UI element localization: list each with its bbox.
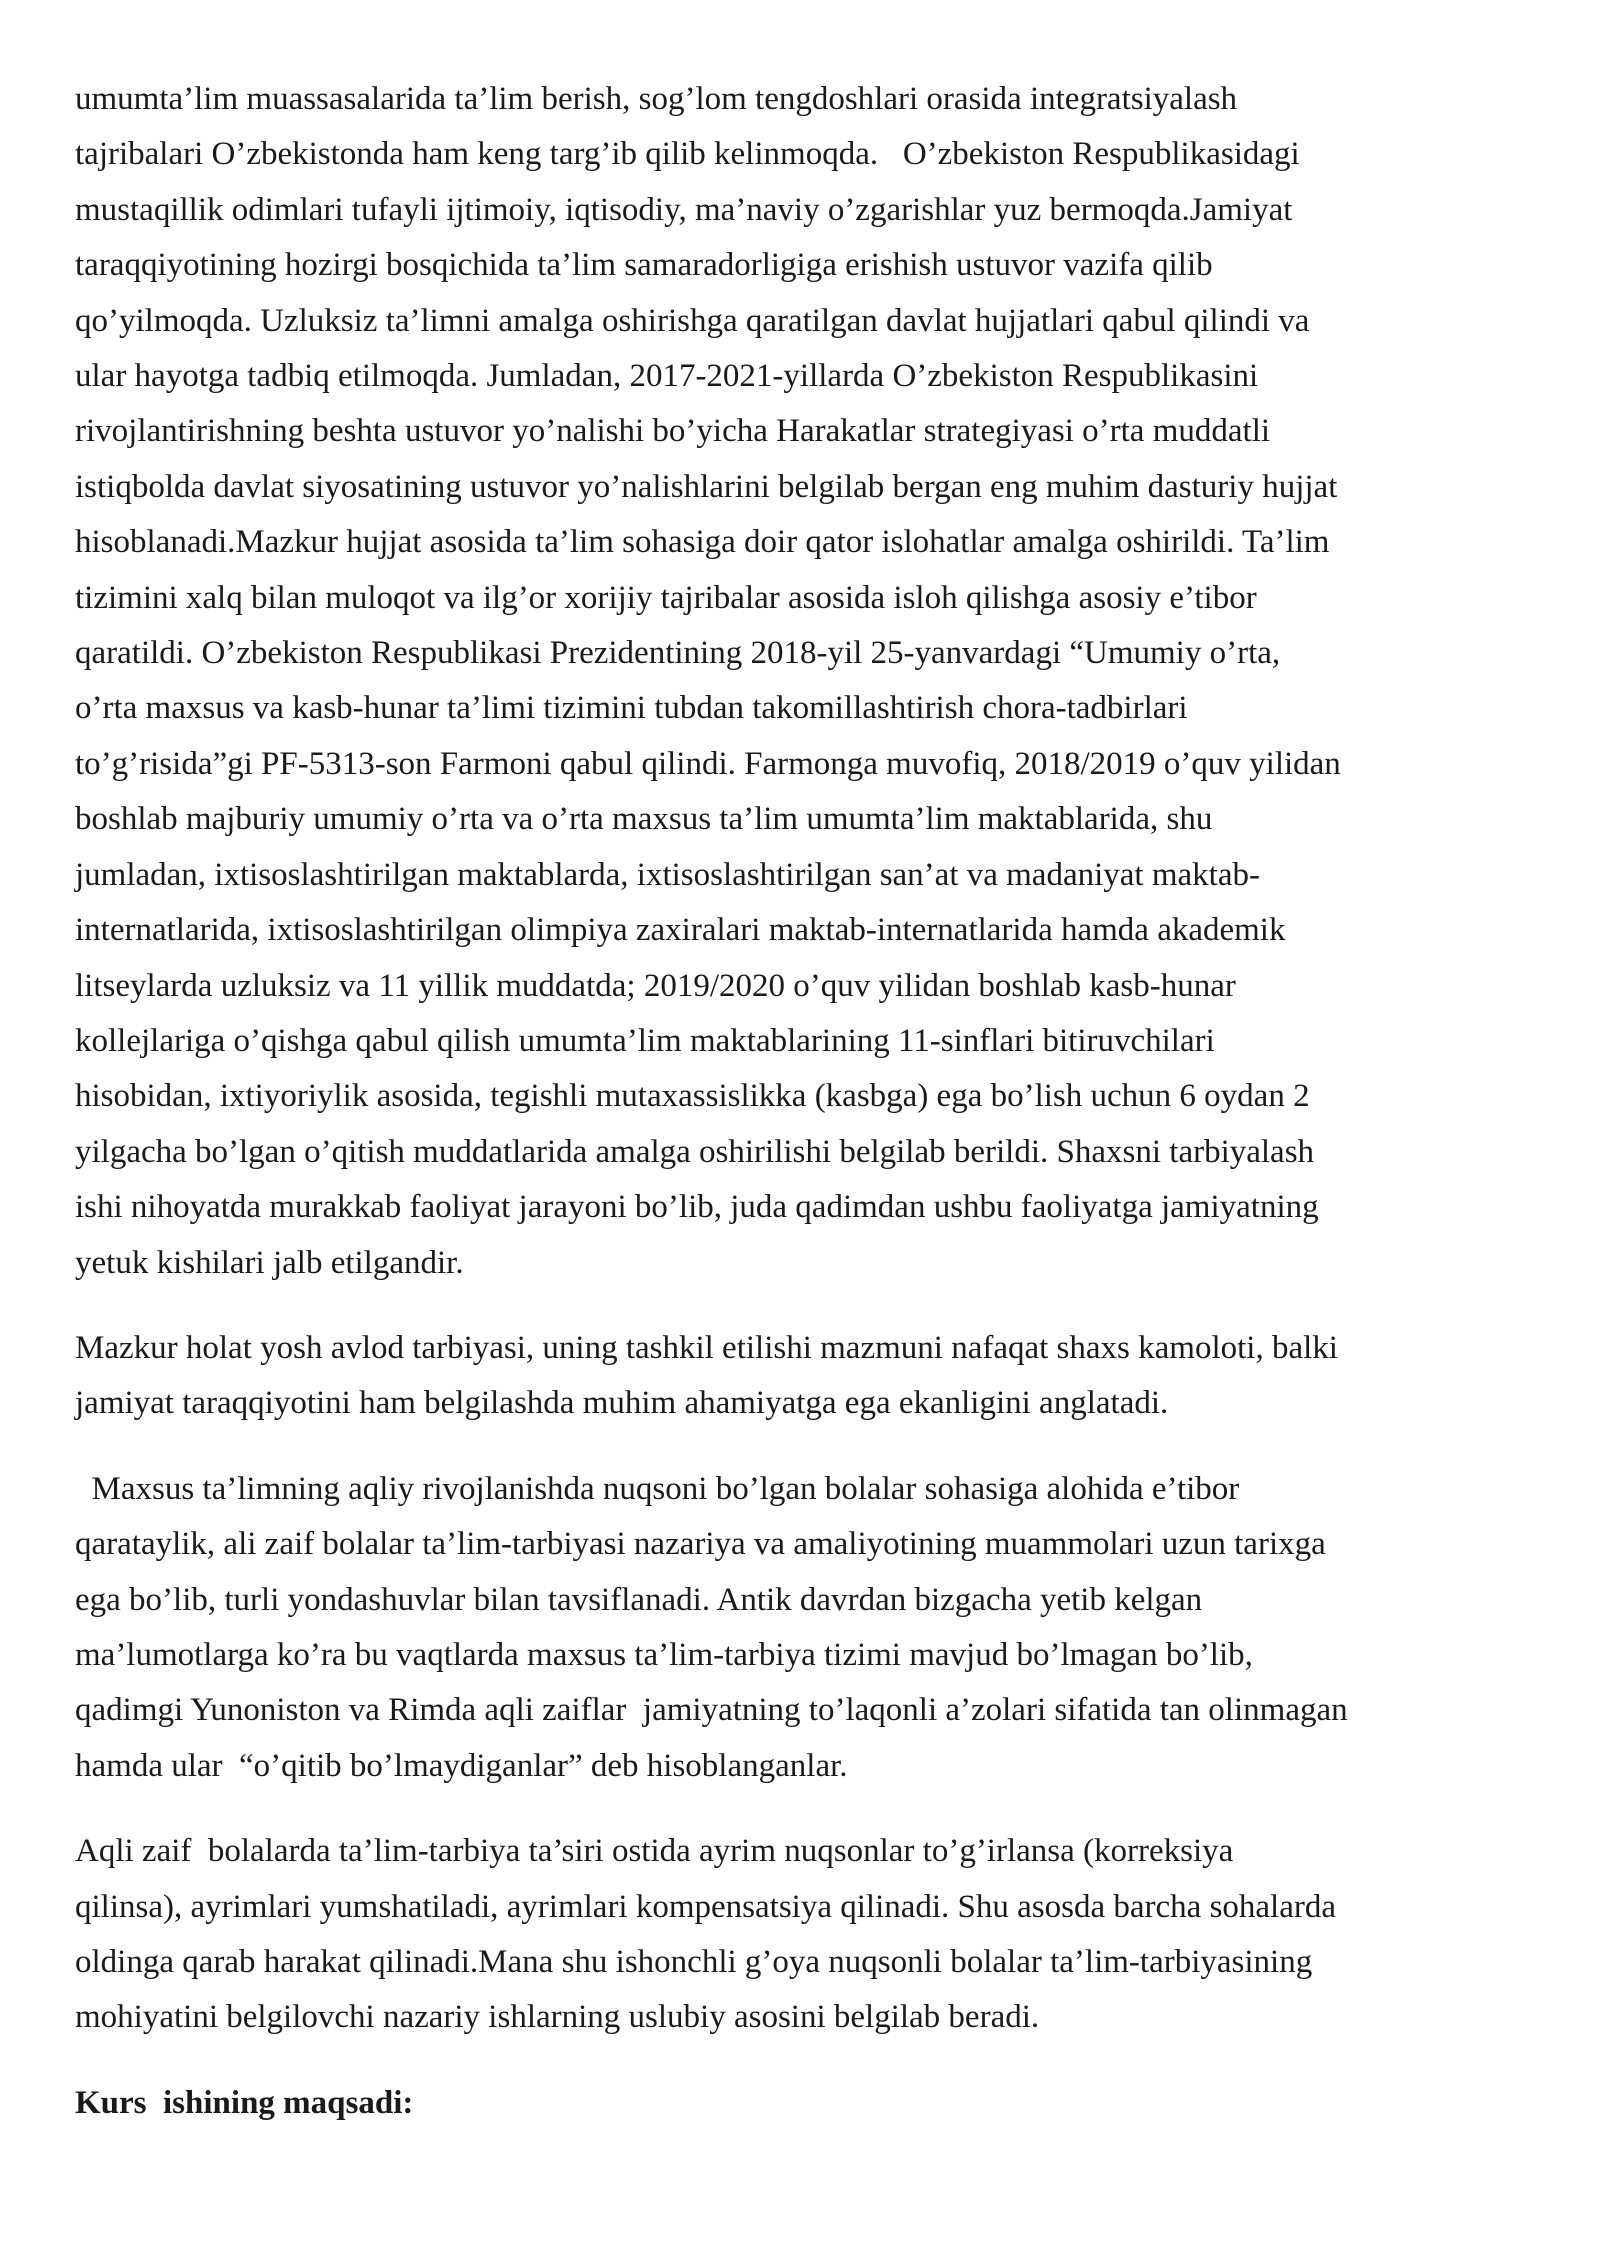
- document-body: [75, 72, 1545, 2046]
- text-line: litseylarda uzluksiz va 11 yillik muddatda; 2019/2020 o’quv yilidan boshlab kasb-hunar: [75, 967, 1236, 1004]
- text-line: o’rta maxsus va kasb-hunar ta’limi tizimini tubdan takomillashtirish chora-tadbirlari: [75, 690, 1188, 727]
- text-line: oldinga qarab harakat qilinadi.Mana shu ishonchli g’oya nuqsonli bolalar ta’lim-tarbiyasining: [75, 1944, 1313, 1980]
- text-line: ishi nihoyatda murakkab faoliyat jarayoni bo’lib, juda qadimdan ushbu faoliyatga jamiyatning: [75, 1189, 1319, 1226]
- document-page: [75, 72, 1545, 2161]
- text-line: yetuk kishilari jalb etilgandir.: [75, 1244, 464, 1281]
- text-line: mohiyatini belgilovchi nazariy ishlarning uslubiy asosini belgilab beradi.: [75, 1999, 1040, 2036]
- text-line: tizimini xalq bilan muloqot va ilg’or xorijiy tajribalar asosida isloh qilishga asosiy e’tibor: [75, 579, 1257, 616]
- text-line: ega bo’lib, turli yondashuvlar bilan tavsiflanadi. Antik davrdan bizgacha yetib kelgan: [75, 1581, 1203, 1618]
- section-heading: Kurs ishining maqsadi:: [75, 2084, 414, 2121]
- text-line: qilinsa), ayrimlari yumshatiladi, ayrimlari kompensatsiya qilinadi. Shu asosda barcha sohalarda: [75, 1888, 1337, 1925]
- text-line: qo’yilmoqda. Uzluksiz ta’limni amalga oshirishga qaratilgan davlat hujjatlari qabul qilindi va: [75, 302, 1310, 339]
- text-line: ular hayotga tadbiq etilmoqda. Jumladan, 2017-2021-yillarda O’zbekiston Respublikasini: [75, 358, 1259, 395]
- text-line: rivojlantirishning beshta ustuvor yo’nalishi bo’yicha Harakatlar strategiyasi o’rta muddatli: [75, 413, 1271, 450]
- text-line: hamda ular “o’qitib bo’lmaydiganlar” deb hisoblanganlar.: [75, 1747, 848, 1784]
- text-line: qadimgi Yunoniston va Rimda aqli zaiflar jamiyatning to’laqonli a’zolari sifatida tan olinmagan: [75, 1692, 1348, 1729]
- text-line: kollejlariga o’qishga qabul qilish umumta’lim maktablarining 11-sinflari bitiruvchilari: [75, 1022, 1215, 1059]
- text-line: Mazkur holat yosh avlod tarbiyasi, uning tashkil etilishi mazmuni nafaqat shaxs kamoloti, balki: [75, 1329, 1338, 1366]
- text-line: yilgacha bo’lgan o’qitish muddatlarida amalga oshirilishi belgilab berildi. Shaxsni tarbiyalash: [75, 1133, 1315, 1170]
- text-line: jamiyat taraqqiyotini ham belgilashda muhim ahamiyatga ega ekanligini anglatadi.: [75, 1385, 1169, 1422]
- text-line: Maxsus ta’limning aqliy rivojlanishda nuqsoni bo’lgan bolalar sohasiga alohida e’tibor: [75, 1470, 1240, 1507]
- text-line: qarataylik, ali zaif bolalar ta’lim-tarbiyasi nazariya va amaliyotining muammolari uzun tarixga: [75, 1526, 1326, 1563]
- text-line: tajribalari O’zbekistonda ham keng targ’ib qilib kelinmoqda. O’zbekiston Respublikasidagi: [75, 136, 1300, 173]
- text-line: qaratildi. O’zbekiston Respublikasi Prezidentining 2018-yil 25-yanvardagi “Umumiy o’rta,: [75, 635, 1281, 672]
- paragraph: [75, 1321, 1545, 1432]
- text-line: umumta’lim muassasalarida ta’lim berish, sog’lom tengdoshlari orasida integratsiyalash: [75, 81, 1238, 117]
- text-line: mustaqillik odimlari tufayli ijtimoiy, iqtisodiy, ma’naviy o’zgarishlar yuz bermoqda.Jamiyat: [75, 191, 1293, 228]
- text-line: to’g’risida”gi PF-5313-son Farmoni qabul qilindi. Farmonga muvofiq, 2018/2019 o’quv yilidan: [75, 745, 1341, 782]
- text-line: ma’lumotlarga ko’ra bu vaqtlarda maxsus ta’lim-tarbiya tizimi mavjud bo’lmagan bo’lib,: [75, 1636, 1253, 1673]
- text-line: boshlab majburiy umumiy o’rta va o’rta maxsus ta’lim umumta’lim maktablarida, shu: [75, 801, 1213, 838]
- text-line: hisoblanadi.Mazkur hujjat asosida ta’lim sohasiga doir qator islohatlar amalga oshirildi. Ta’lim: [75, 524, 1330, 561]
- paragraph: [75, 72, 1545, 1291]
- text-line: hisobidan, ixtiyoriylik asosida, tegishli mutaxassislikka (kasbga) ega bo’lish uchun 6 oydan 2: [75, 1078, 1310, 1115]
- paragraph: [75, 1462, 1545, 1794]
- text-line: internatlarida, ixtisoslashtirilgan olimpiya zaxiralari maktab-internatlarida hamda akademik: [75, 912, 1286, 949]
- text-line: taraqqiyotining hozirgi bosqichida ta’lim samaradorligiga erishish ustuvor vazifa qilib: [75, 247, 1213, 284]
- paragraph: [75, 1824, 1545, 2046]
- text-line: istiqbolda davlat siyosatining ustuvor yo’nalishlarini belgilab bergan eng muhim dasturiy hujjat: [75, 468, 1338, 505]
- text-line: jumladan, ixtisoslashtirilgan maktablarda, ixtisoslashtirilgan san’at va madaniyat maktab-: [75, 856, 1260, 893]
- text-line: Aqli zaif bolalarda ta’lim-tarbiya ta’siri ostida ayrim nuqsonlar to’g’irlansa (korreksiya: [75, 1833, 1234, 1870]
